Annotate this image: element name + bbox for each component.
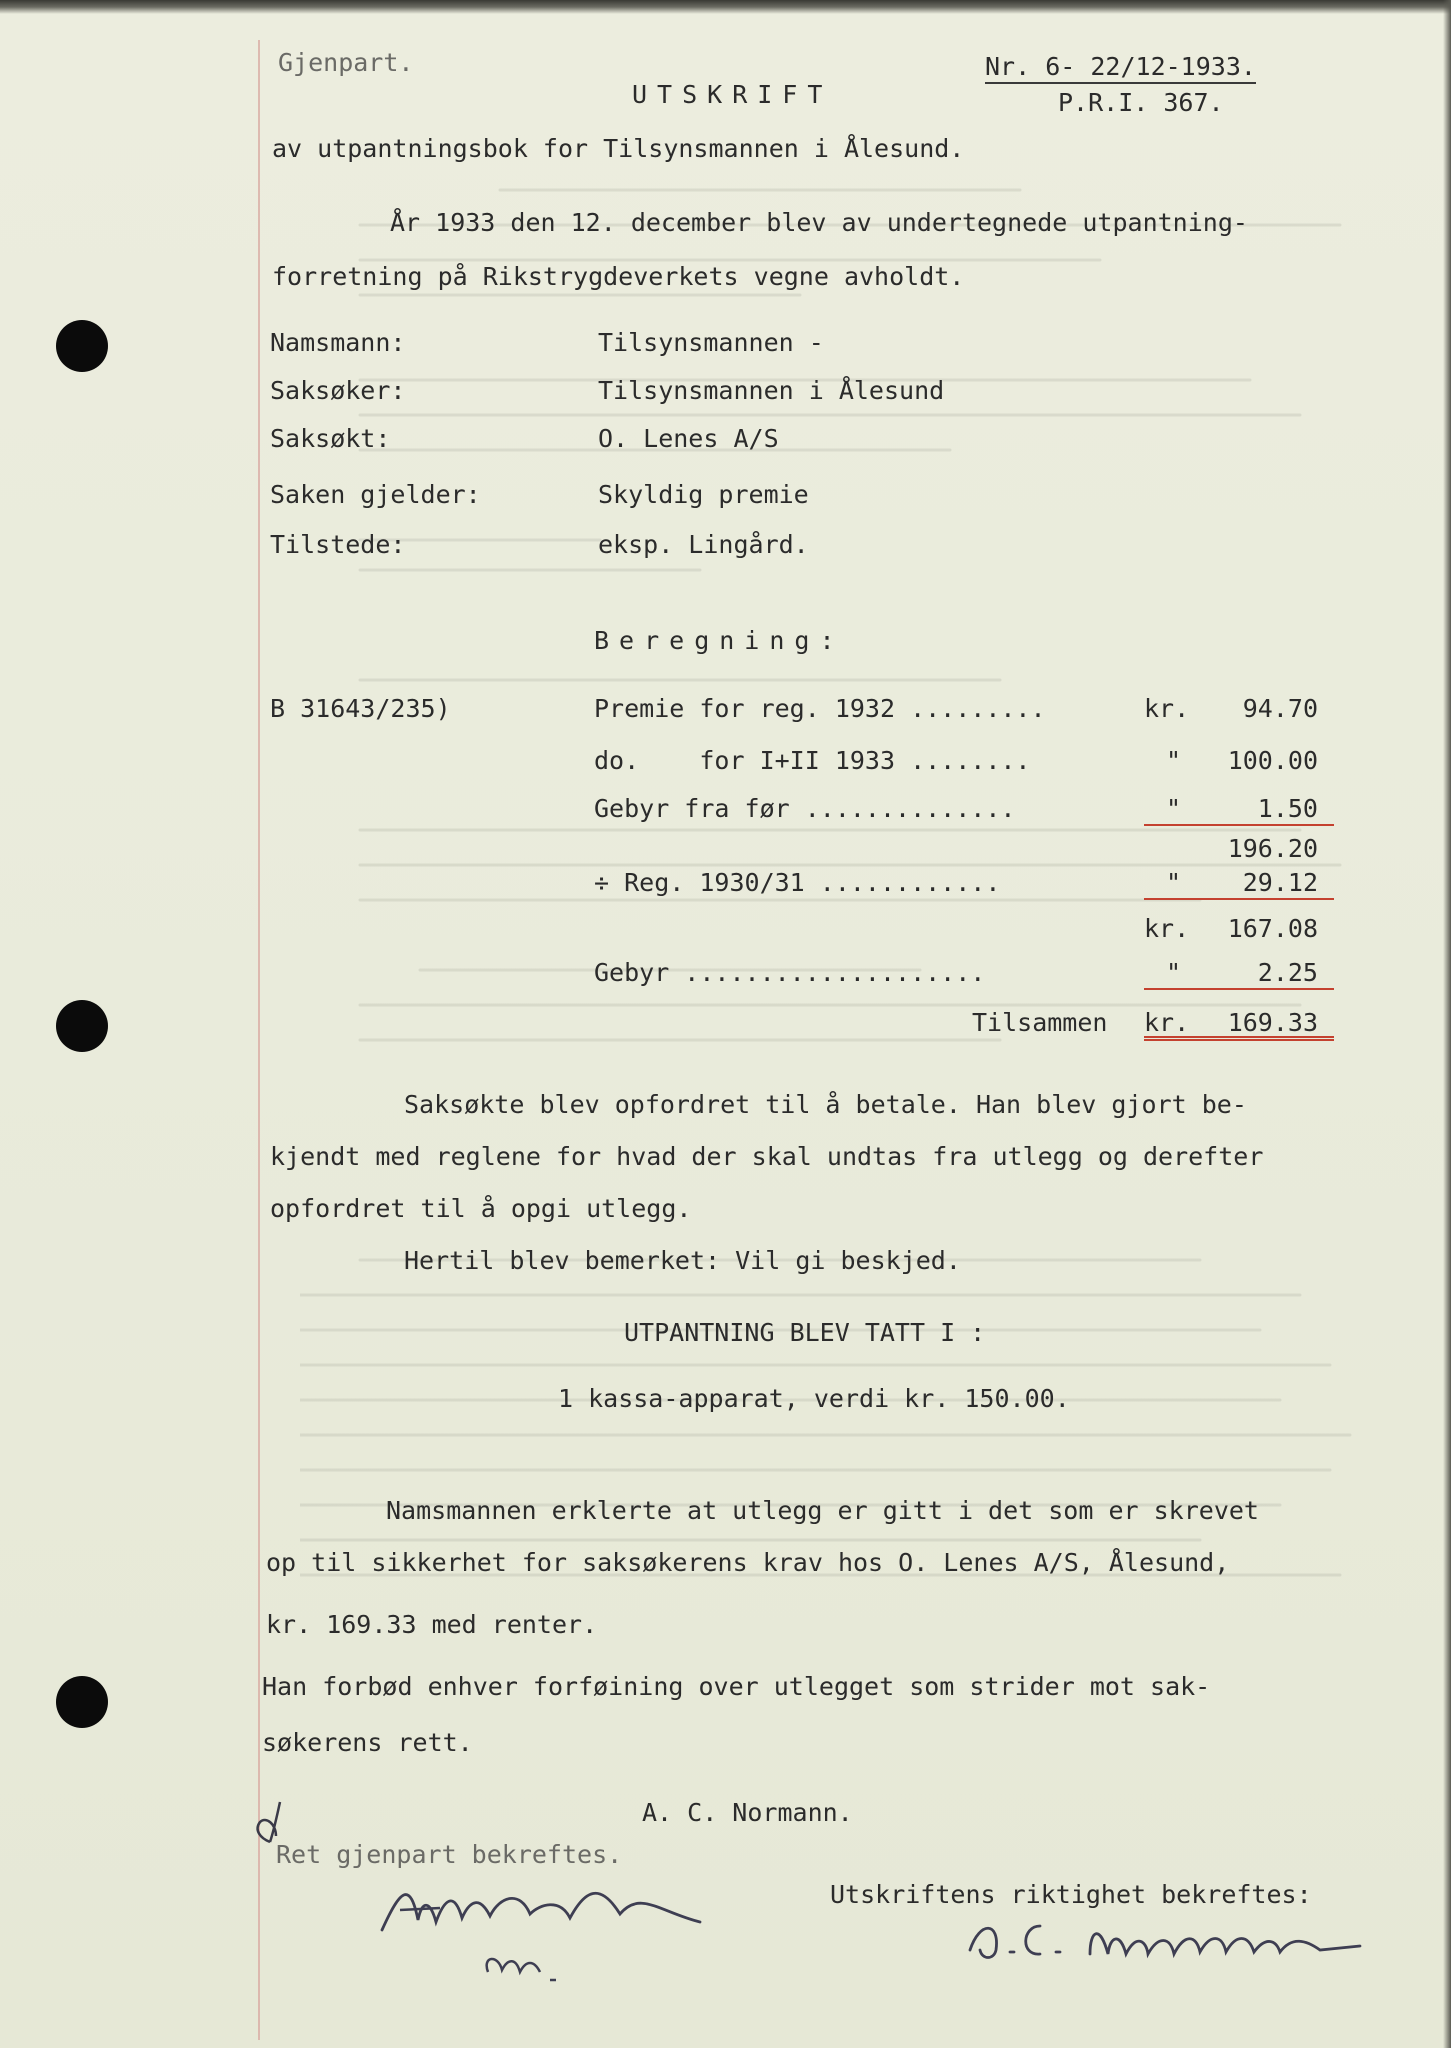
intro-line: År 1933 den 12. december blev av undertegnede utpantning-: [390, 208, 1248, 237]
calculation-heading: Beregning:: [594, 626, 845, 655]
paragraph-line: Han forbød enhver forføining over utlegget som strider mot sak-: [262, 1672, 1211, 1701]
party-label: Saksøkt:: [270, 424, 391, 453]
calc-row-currency: ": [1166, 794, 1182, 823]
handwritten-mark: [246, 1790, 306, 1860]
party-value: eksp. Lingård.: [598, 530, 809, 559]
calc-row-amount: 167.08: [1227, 914, 1318, 943]
party-value: Skyldig premie: [598, 480, 809, 509]
document-reference: P.R.I. 367.: [1058, 88, 1224, 117]
signature-left: [370, 1860, 730, 2010]
document-title: UTSKRIFT: [632, 80, 833, 109]
punch-hole: [56, 1676, 108, 1728]
calc-row-currency: kr.: [1144, 914, 1190, 943]
copy-label: Gjenpart.: [278, 48, 414, 77]
seizure-item: 1 kassa-apparat, verdi kr. 150.00.: [558, 1384, 1070, 1413]
paragraph-line: opfordret til å opgi utlegg.: [270, 1194, 692, 1223]
calc-row-amount: 2.25: [1257, 958, 1318, 987]
party-value: Tilsynsmannen -: [598, 328, 824, 357]
extract-confirmation: Utskriftens riktighet bekreftes:: [830, 1880, 1312, 1909]
remark-line: Hertil blev bemerket: Vil gi beskjed.: [404, 1246, 961, 1275]
calc-row-currency: ": [1166, 746, 1182, 775]
red-underline: [1144, 988, 1334, 990]
paragraph-line: kjendt med reglene for hvad der skal undtas fra utlegg og derefter: [270, 1142, 1264, 1171]
margin-line: [258, 40, 260, 2040]
top-edge-shadow: [0, 0, 1451, 14]
paragraph-line: kr. 169.33 med renter.: [266, 1610, 598, 1639]
intro-line: av utpantningsbok for Tilsynsmannen i Ålesund.: [272, 134, 965, 163]
paragraph-line: Saksøkte blev opfordret til å betale. Han blev gjort be-: [404, 1090, 1247, 1119]
calc-row-desc: Premie for reg. 1932 .........: [594, 694, 1046, 723]
party-label: Namsmann:: [270, 328, 406, 357]
calc-row-amount: 1.50: [1257, 794, 1318, 823]
total-amount: 169.33: [1227, 1008, 1318, 1037]
calc-subtotal-amount: 196.20: [1227, 834, 1318, 863]
red-underline: [1144, 824, 1334, 826]
calc-row-amount: 29.12: [1242, 868, 1318, 897]
party-label: Saksøker:: [270, 376, 406, 405]
calc-row-desc: Gebyr fra før ..............: [594, 794, 1016, 823]
red-underline: [1144, 898, 1334, 900]
calc-row-amount: 94.70: [1242, 694, 1318, 723]
calc-row-amount: 100.00: [1227, 746, 1318, 775]
calc-row-currency: ": [1166, 958, 1182, 987]
paragraph-line: søkerens rett.: [262, 1728, 473, 1757]
party-value: Tilsynsmannen i Ålesund: [598, 376, 945, 405]
calc-row-desc: ÷ Reg. 1930/31 ............: [594, 868, 1001, 897]
punch-hole: [56, 320, 108, 372]
intro-line: forretning på Rikstrygdeverkets vegne avholdt.: [272, 262, 965, 291]
calculation-reference: B 31643/235): [270, 694, 451, 723]
party-label: Tilstede:: [270, 530, 406, 559]
bleed-through-texture: [300, 150, 1400, 1650]
calc-row-currency: ": [1166, 868, 1182, 897]
document-number: Nr. 6- 22/12-1933.: [985, 52, 1256, 84]
paragraph-line: Namsmannen erklerte at utlegg er gitt i det som er skrevet: [386, 1496, 1259, 1525]
calc-row-desc: Gebyr ....................: [594, 958, 986, 987]
signer-name: A. C. Normann.: [642, 1798, 853, 1827]
paragraph-line: op til sikkerhet for saksøkerens krav hos O. Lenes A/S, Ålesund,: [266, 1548, 1230, 1577]
signature-right: [960, 1900, 1380, 1980]
copy-confirmation: Ret gjenpart bekreftes.: [276, 1840, 623, 1869]
calc-row-desc: do. for I+II 1933 ........: [594, 746, 1031, 775]
total-label: Tilsammen: [972, 1008, 1108, 1037]
party-value: O. Lenes A/S: [598, 424, 779, 453]
total-currency: kr.: [1144, 1008, 1190, 1037]
seizure-heading: UTPANTNING BLEV TATT I :: [624, 1318, 986, 1347]
calc-row-currency: kr.: [1144, 694, 1190, 723]
right-edge-shadow: [1443, 0, 1451, 2048]
red-double-underline: [1144, 1036, 1334, 1041]
punch-hole: [56, 1000, 108, 1052]
party-label: Saken gjelder:: [270, 480, 481, 509]
